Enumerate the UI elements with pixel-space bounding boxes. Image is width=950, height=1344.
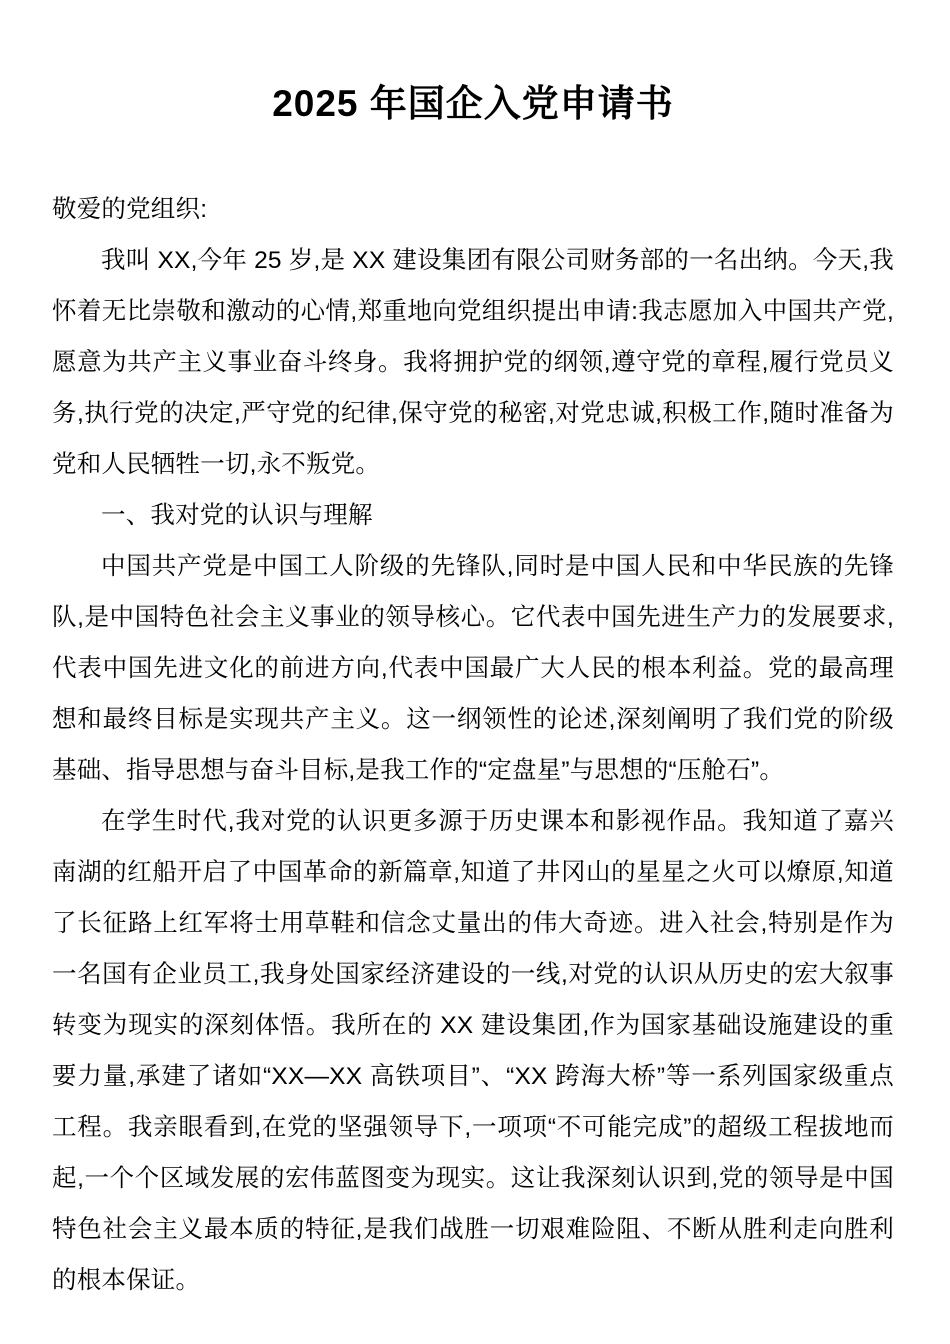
- paragraph-3: 在学生时代,我对党的认识更多源于历史课本和影视作品。我知道了嘉兴南湖的红船开启了中国革命的新篇章,知道了井冈山的星星之火可以燎原,知道了长征路上红军将士用草鞋和信念丈量出的伟大奇迹。进入社会,特别是作为一名国有企业员工,我身处国家经济建设的一线,对党的认识从历史的宏大叙事转变为现实的深刻体悟。我所在的 XX 建设集团,作为国家基础设施建设的重要力量,承建了诸如“XX—XX 高铁项目”、“XX 跨海大桥”等一系列国家级重点工程。我亲眼看到,在党的坚强领导下,一项项“不可能完成”的超级工程拔地而起,一个个区域发展的宏伟蓝图变为现实。这让我深刻认识到,党的领导是中国特色社会主义最本质的特征,是我们战胜一切艰难险阻、不断从胜利走向胜利的根本保证。: [52, 808, 894, 1295]
- section-heading-1: 一、我对党的认识与理解: [101, 502, 373, 530]
- salutation: 敬爱的党组织:: [52, 196, 208, 224]
- paragraph-2: 中国共产党是中国工人阶级的先锋队,同时是中国人民和中华民族的先锋队,是中国特色社会主义事业的领导核心。它代表中国先进生产力的发展要求,代表中国先进文化的前进方向,代表中国最广大人民的根本利益。党的最高理想和最终目标是实现共产主义。这一纲领性的论述,深刻阐明了我们党的阶级基础、指导思想与奋斗目标,是我工作的“定盘星”与思想的“压舱石”。: [52, 553, 894, 785]
- page-title: 2025 年国企入党申请书: [272, 83, 674, 124]
- paragraph-1: 我叫 XX,今年 25 岁,是 XX 建设集团有限公司财务部的一名出纳。今天,我怀着无比崇敬和激动的心情,郑重地向党组织提出申请:我志愿加入中国共产党,愿意为共产主义事业奋斗终身。我将拥护党的纲领,遵守党的章程,履行党员义务,执行党的决定,严守党的纪律,保守党的秘密,对党忠诚,积极工作,随时准备为党和人民牺牲一切,永不叛党。: [52, 247, 894, 479]
- document-body: [52, 184, 894, 1306]
